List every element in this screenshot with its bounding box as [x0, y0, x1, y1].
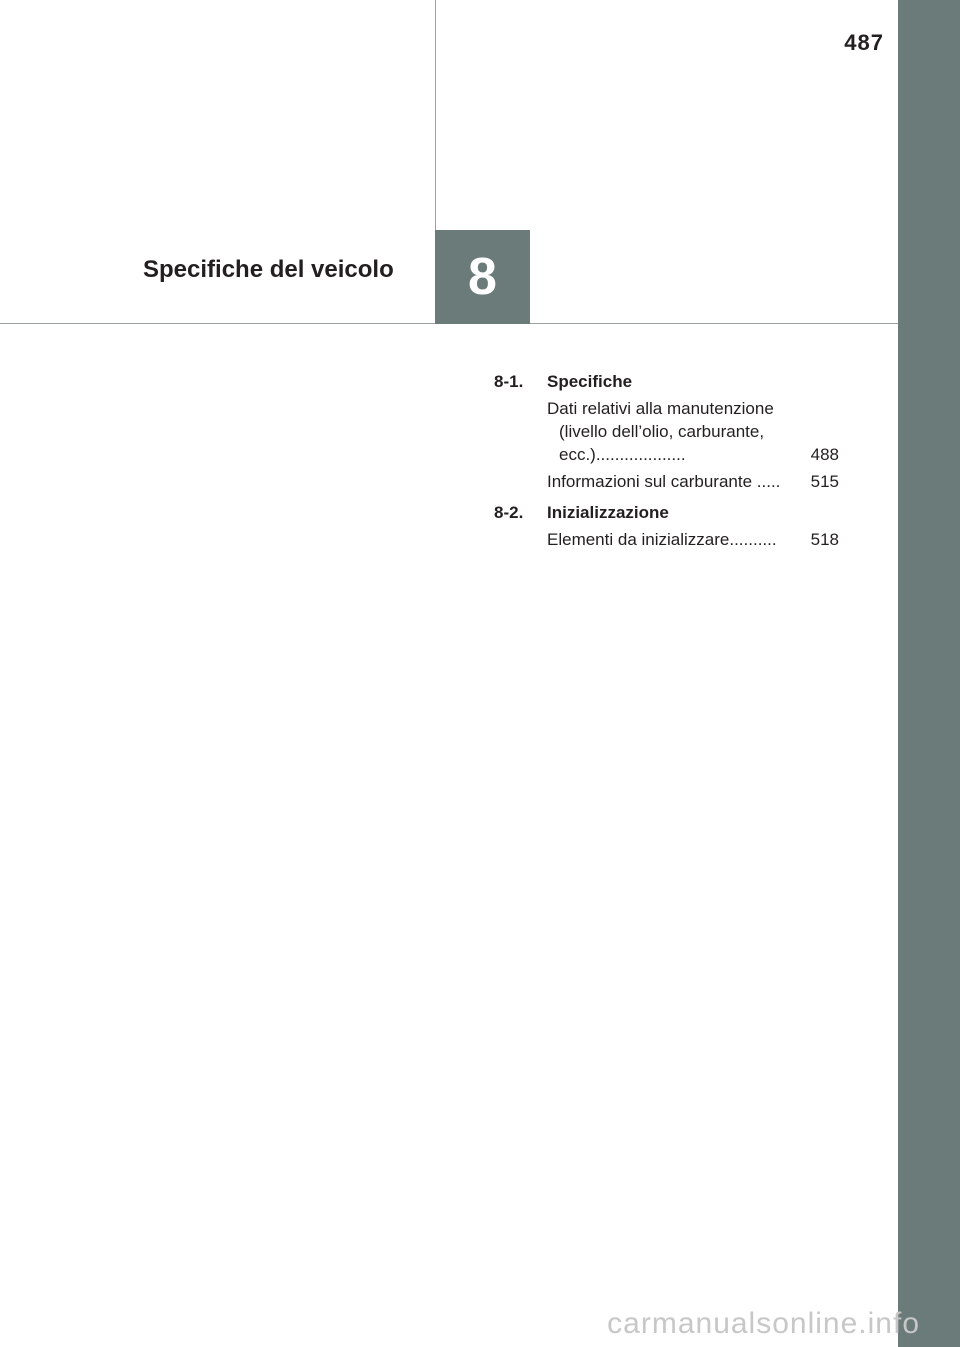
entry-page: 515 [810, 472, 839, 491]
entry-page: 488 [810, 445, 839, 464]
chapter-title: Specifiche del veicolo [143, 256, 394, 283]
section-number: 8-1. [494, 372, 524, 391]
entry-text: Informazioni sul carburante ..... [547, 472, 781, 491]
toc-section [494, 501, 839, 551]
toc-section-heading[interactable] [494, 501, 839, 524]
toc-entry[interactable] [547, 470, 839, 493]
entry-page: 518 [810, 530, 839, 549]
page-number: 487 [844, 30, 884, 55]
watermark: carmanualsonline.info [607, 1307, 920, 1340]
vertical-rule [435, 0, 436, 230]
section-title: Inizializzazione [547, 503, 669, 522]
section-title: Specifiche [547, 372, 633, 391]
entry-text: Dati relativi alla manutenzione (livello dell’olio, carburante, ecc.)................... [547, 399, 774, 464]
toc-section [494, 370, 839, 493]
entry-text: Elementi da inizializzare.......... [547, 530, 777, 549]
chapter-number-box: 8 [435, 230, 530, 324]
toc-entry[interactable] [547, 397, 839, 466]
chapter-side-tab [898, 0, 960, 1347]
section-number: 8-2. [494, 503, 524, 522]
toc-section-heading[interactable] [494, 370, 839, 393]
table-of-contents [494, 370, 839, 559]
toc-entry[interactable] [547, 528, 839, 551]
